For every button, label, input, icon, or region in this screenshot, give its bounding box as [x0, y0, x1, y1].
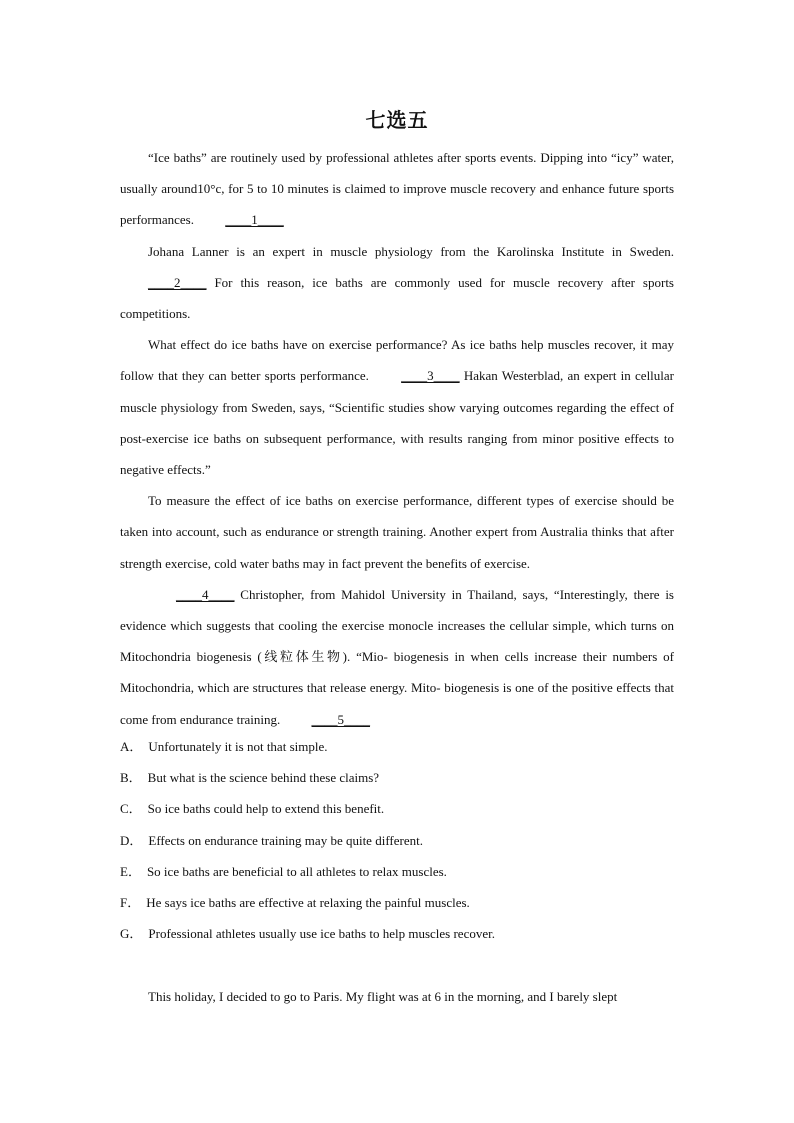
option-g	[120, 918, 674, 949]
paragraph-text: Christopher, from Mahidol University in Thailand, says, “Interestingly, there is evidence which suggests that cooling the exercise monocle increases the cellular simple, which turns on Mitochondria biogenesis (线粒体生物). “Mio- biogenesis in when cells increase their numbers of Mitochondria, which are structures that release energy. Mito- biogenesis is one of the positive effects that come from endurance training.	[120, 586, 674, 727]
option-a	[120, 731, 674, 762]
blank-2: ____2____	[148, 274, 207, 290]
option-c	[120, 793, 674, 824]
option-f	[120, 887, 674, 918]
option-d	[120, 825, 674, 856]
paragraph-1	[120, 142, 674, 236]
option-e	[120, 856, 674, 887]
blank-5: ____5____	[311, 711, 371, 727]
option-text: So ice baths could help to extend this benefit.	[147, 801, 385, 817]
option-text: Effects on endurance training may be quite different.	[148, 832, 423, 848]
paragraph-text: What effect do ice baths have on exercise performance? As ice baths help muscles recover, it may follow that they can better sports performance.	[120, 337, 674, 384]
next-passage-first-line: This holiday, I decided to go to Paris. My flight was at 6 in the morning, and I barely slept	[148, 989, 618, 1004]
blank-3: ____3____	[401, 368, 460, 384]
option-letter: D．	[120, 832, 143, 848]
paragraph-4	[120, 485, 674, 579]
paragraph-2	[120, 236, 674, 330]
option-letter: E．	[120, 863, 141, 879]
option-b	[120, 762, 674, 793]
paragraph-text: For this reason, ice baths are commonly used for muscle recovery after sports competitions.	[120, 274, 674, 322]
blank-1: ____1____	[225, 212, 284, 228]
answer-options	[120, 731, 674, 949]
option-letter: G．	[120, 926, 143, 942]
paragraph-text: To measure the effect of ice baths on exercise performance, different types of exercise should be taken into account, such as endurance or strength training. Another expert from Australia thinks that after strength exercise, cold water baths may in fact prevent the benefits of exercise.	[120, 493, 674, 571]
option-text: Unfortunately it is not that simple.	[148, 739, 328, 754]
option-text: Professional athletes usually use ice baths to help muscles recover.	[148, 926, 495, 942]
option-letter: F．	[120, 895, 141, 911]
paragraph-text: Hakan Westerblad, an expert in cellular muscle physiology from Sweden, says, “Scientific studies show varying outcomes regarding the effect of post-exercise ice baths on subsequent performance, with results ranging from minor positive effects to negative effects.”	[120, 368, 674, 478]
option-text: So ice baths are beneficial to all athletes to relax muscles.	[146, 863, 447, 879]
paragraph-text: “Ice baths” are routinely used by professional athletes after sports events. Dipping into “icy” water, usually around10°c, for 5 to 10 minutes is claimed to improve muscle recovery and enhance future sports performances.	[120, 150, 674, 228]
paragraph-text: Johana Lanner is an expert in muscle physiology from the Karolinska Institute in Sweden.	[148, 243, 674, 259]
paragraph-5	[120, 579, 674, 735]
next-passage	[120, 981, 674, 1012]
option-letter: B．	[120, 770, 142, 786]
reading-passage	[120, 142, 674, 735]
option-letter: A．	[120, 739, 143, 754]
paragraph-3	[120, 329, 674, 485]
blank-4: ____4____	[176, 586, 235, 602]
option-letter: C．	[120, 801, 142, 817]
option-text: He says ice baths are effective at relaxing the painful muscles.	[146, 895, 470, 911]
page-title: 七选五	[365, 108, 429, 132]
option-text: But what is the science behind these claims?	[147, 770, 380, 786]
